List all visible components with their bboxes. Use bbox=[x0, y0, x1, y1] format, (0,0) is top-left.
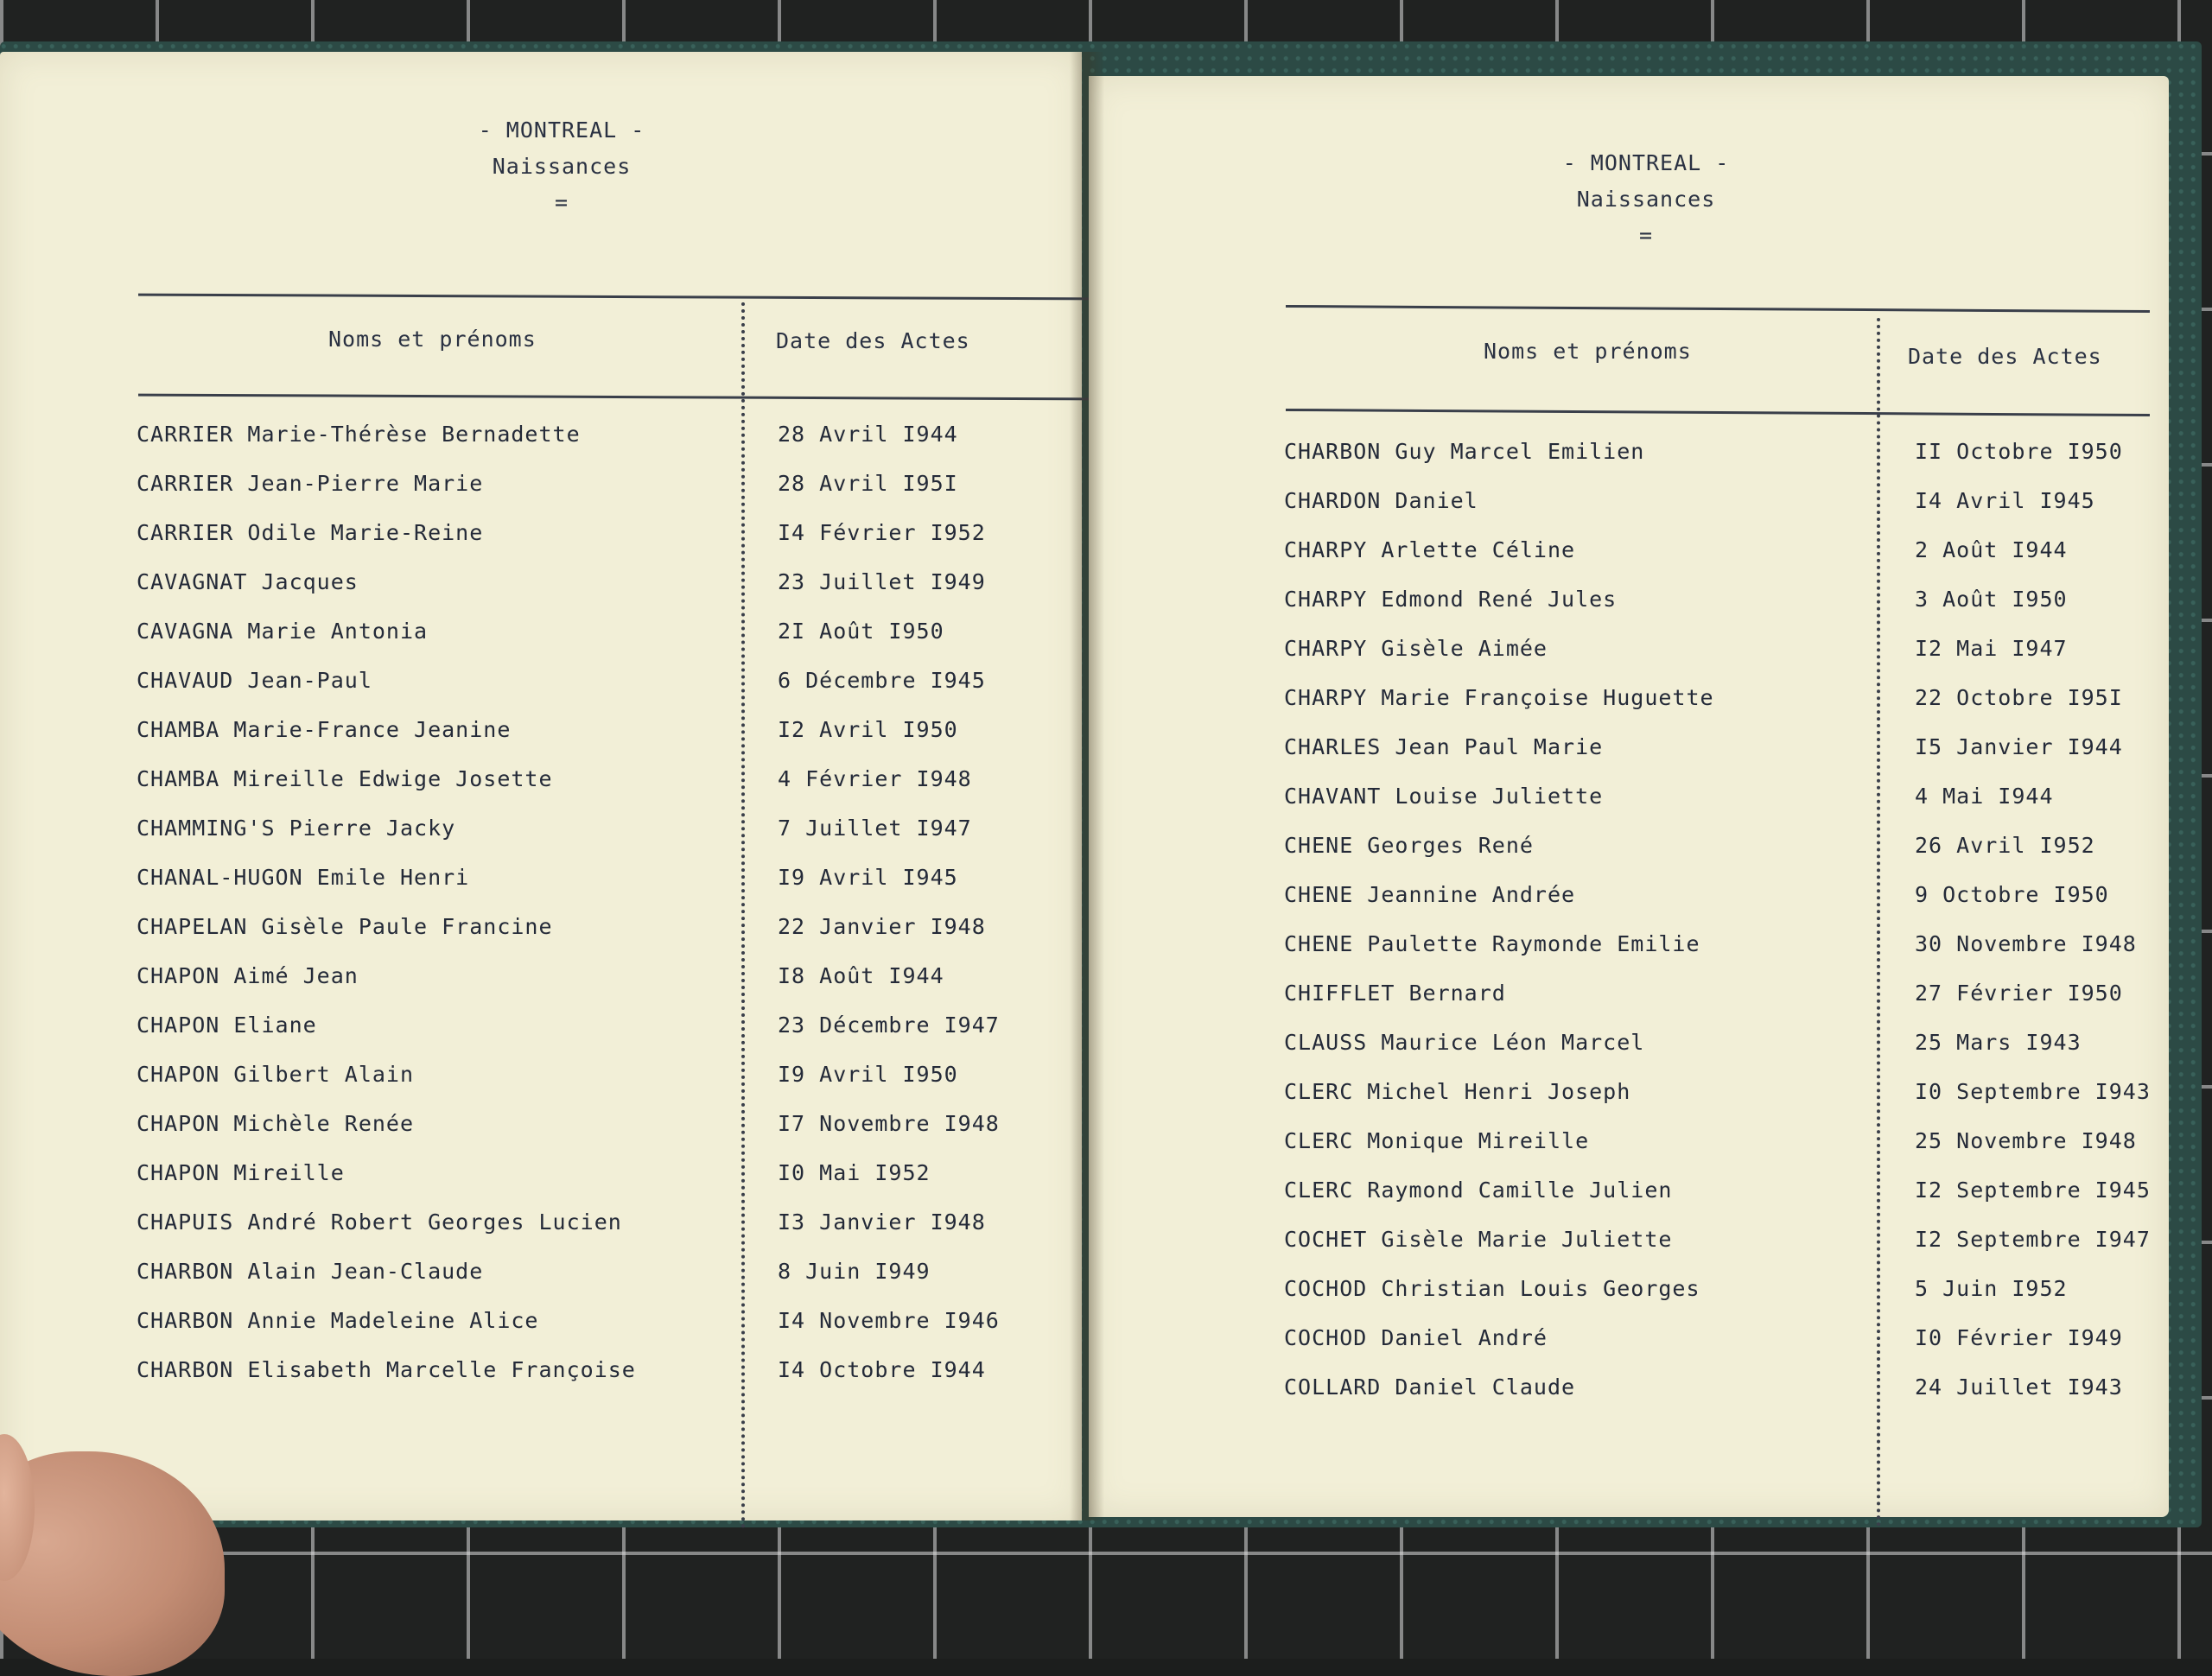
entry-row bbox=[1284, 1178, 2157, 1227]
entry-date: I0 Septembre I943 bbox=[1915, 1079, 2151, 1104]
entry-name: CHANAL-HUGON Emile Henri bbox=[137, 865, 470, 890]
entry-date: 28 Avril I95I bbox=[778, 471, 958, 496]
right-section-title: Naissances bbox=[1576, 187, 1716, 212]
entry-row bbox=[137, 766, 1052, 816]
entry-date: 22 Octobre I95I bbox=[1915, 685, 2123, 710]
entry-name: CHARBON Guy Marcel Emilien bbox=[1284, 439, 1645, 464]
entry-name: CHARPY Marie Françoise Huguette bbox=[1284, 685, 1714, 710]
entry-row bbox=[137, 963, 1052, 1013]
entry-date: 6 Décembre I945 bbox=[778, 668, 986, 693]
entry-date: 26 Avril I952 bbox=[1915, 833, 2095, 858]
entry-date: I0 Février I949 bbox=[1915, 1325, 2123, 1350]
entry-row bbox=[1284, 882, 2157, 931]
entry-name: CLERC Raymond Camille Julien bbox=[1284, 1178, 1673, 1203]
entry-name: CHARPY Arlette Céline bbox=[1284, 537, 1576, 562]
entry-name: CHAPON Gilbert Alain bbox=[137, 1062, 415, 1087]
entry-name: CHAPUIS André Robert Georges Lucien bbox=[137, 1209, 622, 1235]
left-col-dates-header: Date des Actes bbox=[776, 328, 970, 353]
entry-row bbox=[137, 914, 1052, 963]
left-top-rule bbox=[138, 294, 1093, 301]
entry-row bbox=[1284, 734, 2157, 784]
entry-name: CLERC Monique Mireille bbox=[1284, 1128, 1590, 1153]
entry-row bbox=[1284, 1227, 2157, 1276]
entry-date: I5 Janvier I944 bbox=[1915, 734, 2123, 759]
entry-name: CHARPY Edmond René Jules bbox=[1284, 587, 1618, 612]
entry-date: II Octobre I950 bbox=[1915, 439, 2123, 464]
entry-row bbox=[137, 1357, 1052, 1406]
entry-row bbox=[137, 668, 1052, 717]
entry-row bbox=[1284, 1030, 2157, 1079]
entry-name: CHARPY Gisèle Aimée bbox=[1284, 636, 1548, 661]
left-entry-list bbox=[137, 422, 1052, 1406]
entry-name: CHAPON Mireille bbox=[137, 1160, 345, 1185]
entry-name: CHARBON Alain Jean-Claude bbox=[137, 1259, 484, 1284]
entry-row bbox=[1284, 488, 2157, 537]
left-section-title: Naissances bbox=[492, 154, 632, 179]
left-city-title: - MONTREAL - bbox=[478, 117, 645, 143]
entry-date: 4 Mai I944 bbox=[1915, 784, 2054, 809]
entry-date: 5 Juin I952 bbox=[1915, 1276, 2068, 1301]
entry-row bbox=[137, 717, 1052, 766]
left-col-names-header: Noms et prénoms bbox=[328, 327, 537, 352]
entry-name: COLLARD Daniel Claude bbox=[1284, 1374, 1576, 1400]
entry-row bbox=[137, 422, 1052, 471]
entry-row bbox=[137, 1259, 1052, 1308]
entry-date: 22 Janvier I948 bbox=[778, 914, 986, 939]
entry-date: I2 Avril I950 bbox=[778, 717, 958, 742]
entry-name: CHAVANT Louise Juliette bbox=[1284, 784, 1604, 809]
entry-row bbox=[137, 865, 1052, 914]
entry-name: CLERC Michel Henri Joseph bbox=[1284, 1079, 1631, 1104]
entry-name: CHENE Jeannine Andrée bbox=[1284, 882, 1576, 907]
left-page-header bbox=[432, 112, 691, 221]
entry-row bbox=[137, 471, 1052, 520]
entry-row bbox=[1284, 784, 2157, 833]
entry-row bbox=[1284, 685, 2157, 734]
entry-date: I0 Mai I952 bbox=[778, 1160, 931, 1185]
entry-name: CHENE Paulette Raymonde Emilie bbox=[1284, 931, 1700, 956]
book-gutter bbox=[1070, 52, 1104, 1520]
entry-name: CAVAGNAT Jacques bbox=[137, 569, 359, 594]
right-page bbox=[1089, 76, 2169, 1517]
entry-date: 27 Février I950 bbox=[1915, 981, 2123, 1006]
entry-name: CHARBON Annie Madeleine Alice bbox=[137, 1308, 539, 1333]
entry-row bbox=[1284, 636, 2157, 685]
left-header-rule bbox=[138, 394, 1093, 401]
left-page bbox=[0, 52, 1082, 1520]
entry-row bbox=[137, 569, 1052, 619]
entry-name: CHAPON Eliane bbox=[137, 1013, 317, 1038]
entry-row bbox=[1284, 931, 2157, 981]
entry-row bbox=[1284, 587, 2157, 636]
right-top-rule bbox=[1286, 305, 2150, 313]
entry-row bbox=[137, 1308, 1052, 1357]
entry-row bbox=[1284, 1128, 2157, 1178]
right-page-header bbox=[1503, 145, 1789, 254]
entry-row bbox=[137, 520, 1052, 569]
entry-row bbox=[137, 1013, 1052, 1062]
entry-row bbox=[137, 1209, 1052, 1259]
entry-date: 4 Février I948 bbox=[778, 766, 972, 791]
entry-row bbox=[137, 816, 1052, 865]
entry-date: 23 Juillet I949 bbox=[778, 569, 986, 594]
entry-name: CHARLES Jean Paul Marie bbox=[1284, 734, 1604, 759]
entry-date: I4 Novembre I946 bbox=[778, 1308, 1000, 1333]
entry-name: CHAPELAN Gisèle Paule Francine bbox=[137, 914, 553, 939]
entry-name: COCHOD Christian Louis Georges bbox=[1284, 1276, 1700, 1301]
entry-row bbox=[1284, 439, 2157, 488]
entry-row bbox=[1284, 1079, 2157, 1128]
entry-row bbox=[1284, 833, 2157, 882]
entry-name: CARRIER Jean-Pierre Marie bbox=[137, 471, 484, 496]
entry-date: I9 Avril I950 bbox=[778, 1062, 958, 1087]
entry-row bbox=[137, 1111, 1052, 1160]
entry-date: 8 Juin I949 bbox=[778, 1259, 931, 1284]
entry-name: COCHET Gisèle Marie Juliette bbox=[1284, 1227, 1673, 1252]
entry-name: CARRIER Odile Marie-Reine bbox=[137, 520, 484, 545]
entry-row bbox=[137, 1062, 1052, 1111]
entry-row bbox=[137, 619, 1052, 668]
entry-date: I4 Octobre I944 bbox=[778, 1357, 986, 1382]
entry-name: CHAMMING'S Pierre Jacky bbox=[137, 816, 456, 841]
entry-name: CAVAGNA Marie Antonia bbox=[137, 619, 429, 644]
right-header-mark: = bbox=[1638, 223, 1654, 248]
entry-date: 25 Mars I943 bbox=[1915, 1030, 2082, 1055]
entry-name: CHAPON Michèle Renée bbox=[137, 1111, 415, 1136]
entry-name: CLAUSS Maurice Léon Marcel bbox=[1284, 1030, 1645, 1055]
entry-date: I4 Février I952 bbox=[778, 520, 986, 545]
entry-date: 28 Avril I944 bbox=[778, 422, 958, 447]
entry-row bbox=[1284, 981, 2157, 1030]
entry-date: 23 Décembre I947 bbox=[778, 1013, 1000, 1038]
entry-date: I7 Novembre I948 bbox=[778, 1111, 1000, 1136]
entry-name: CHAMBA Marie-France Jeanine bbox=[137, 717, 512, 742]
entry-date: 2I Août I950 bbox=[778, 619, 944, 644]
entry-name: COCHOD Daniel André bbox=[1284, 1325, 1548, 1350]
entry-row bbox=[1284, 1374, 2157, 1424]
entry-date: I4 Avril I945 bbox=[1915, 488, 2095, 513]
entry-name: CHAMBA Mireille Edwige Josette bbox=[137, 766, 553, 791]
entry-name: CHARBON Elisabeth Marcelle Françoise bbox=[137, 1357, 636, 1382]
right-header-rule bbox=[1286, 409, 2150, 416]
entry-name: CHENE Georges René bbox=[1284, 833, 1534, 858]
left-header-mark: = bbox=[554, 190, 569, 215]
entry-date: 3 Août I950 bbox=[1915, 587, 2068, 612]
entry-row bbox=[1284, 1276, 2157, 1325]
right-entry-list bbox=[1284, 439, 2157, 1424]
right-city-title: - MONTREAL - bbox=[1562, 150, 1730, 175]
entry-row bbox=[1284, 537, 2157, 587]
entry-name: CHAVAUD Jean-Paul bbox=[137, 668, 372, 693]
right-col-names-header: Noms et prénoms bbox=[1484, 339, 1692, 364]
entry-row bbox=[137, 1160, 1052, 1209]
entry-date: I2 Septembre I945 bbox=[1915, 1178, 2151, 1203]
entry-date: 2 Août I944 bbox=[1915, 537, 2068, 562]
entry-date: I2 Mai I947 bbox=[1915, 636, 2068, 661]
entry-date: I2 Septembre I947 bbox=[1915, 1227, 2151, 1252]
entry-date: 25 Novembre I948 bbox=[1915, 1128, 2137, 1153]
entry-date: I9 Avril I945 bbox=[778, 865, 958, 890]
right-col-dates-header: Date des Actes bbox=[1908, 344, 2102, 369]
entry-date: 7 Juillet I947 bbox=[778, 816, 972, 841]
entry-name: CHARDON Daniel bbox=[1284, 488, 1478, 513]
entry-date: 30 Novembre I948 bbox=[1915, 931, 2137, 956]
entry-date: I3 Janvier I948 bbox=[778, 1209, 986, 1235]
entry-name: CHAPON Aimé Jean bbox=[137, 963, 359, 988]
entry-row bbox=[1284, 1325, 2157, 1374]
entry-name: CARRIER Marie-Thérèse Bernadette bbox=[137, 422, 581, 447]
entry-name: CHIFFLET Bernard bbox=[1284, 981, 1506, 1006]
entry-date: 24 Juillet I943 bbox=[1915, 1374, 2123, 1400]
entry-date: I8 Août I944 bbox=[778, 963, 944, 988]
entry-date: 9 Octobre I950 bbox=[1915, 882, 2109, 907]
